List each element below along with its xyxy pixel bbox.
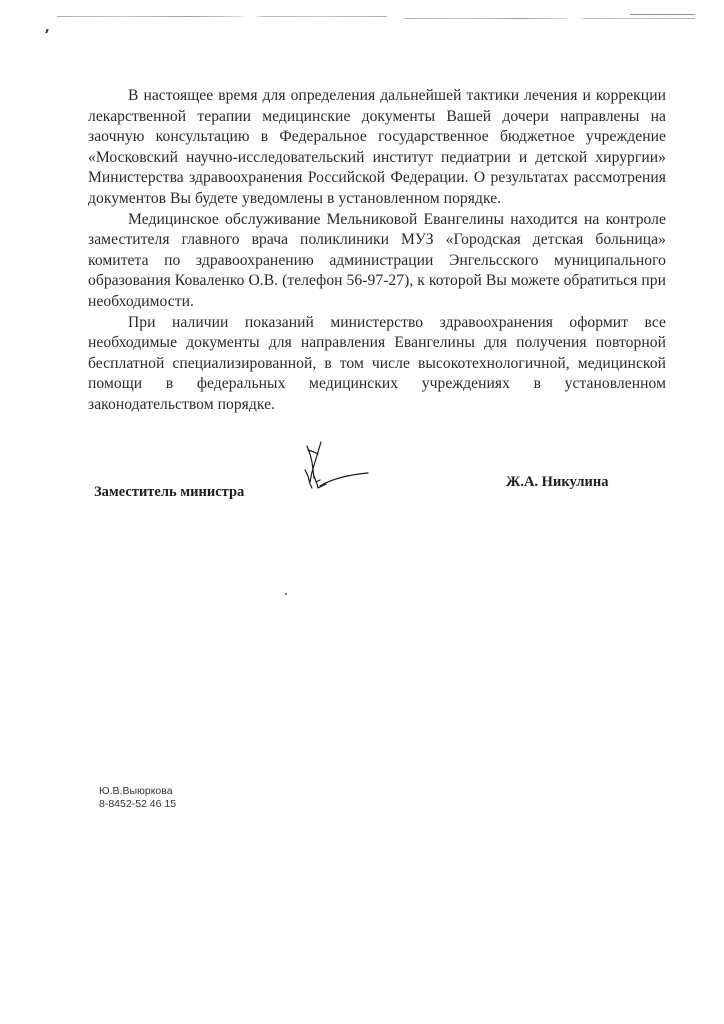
signature-block <box>94 474 634 514</box>
executor-name: Ю.В.Выюркова <box>99 785 173 797</box>
executor-contact <box>99 785 176 811</box>
top-border-line-short <box>630 14 695 15</box>
scan-speck <box>45 29 48 33</box>
top-border-line-left <box>57 16 387 17</box>
signatory-name: Ж.А. Никулина <box>506 474 609 490</box>
paragraph-medical-service: Медицинское обслуживание Мельниковой Евангелины находится на контроле заместителя главного врача поликлиники МУЗ «Городская детская больница» комитета по здравоохранению администрации Энгельсского муниципального образования Коваленко О.В. (телефон 56-97-27), к которой Вы можете обратиться при необходимости. <box>88 210 666 310</box>
letter-body <box>88 86 666 416</box>
top-border-line-right <box>405 18 695 19</box>
paragraph-consultation: В настоящее время для определения дальнейшей тактики лечения и коррекции лекарственной терапии медицинские документы Вашей дочери направлены на заочную консультацию в Федеральное государственное бюджетное учреждение «Московский научно-исследовательский институт педиатрии и детской хирургии» Министерства здравоохранения Российской Федерации. О результатах рассмотрения документов Вы будете уведомлены в установленном порядке. <box>88 87 666 207</box>
scan-speck <box>285 593 287 595</box>
paragraph-further-care: При наличии показаний министерство здравоохранения оформит все необходимые документы для направления Евангелины для получения повторной бесплатной специализированной, в том числе высокотехнологичной, медицинской помощи в федеральных медицинских учреждениях в установленном законодательством порядке. <box>88 313 666 413</box>
executor-phone: 8-8452-52 46 15 <box>99 798 177 810</box>
signatory-title: Заместитель министра <box>94 484 245 500</box>
